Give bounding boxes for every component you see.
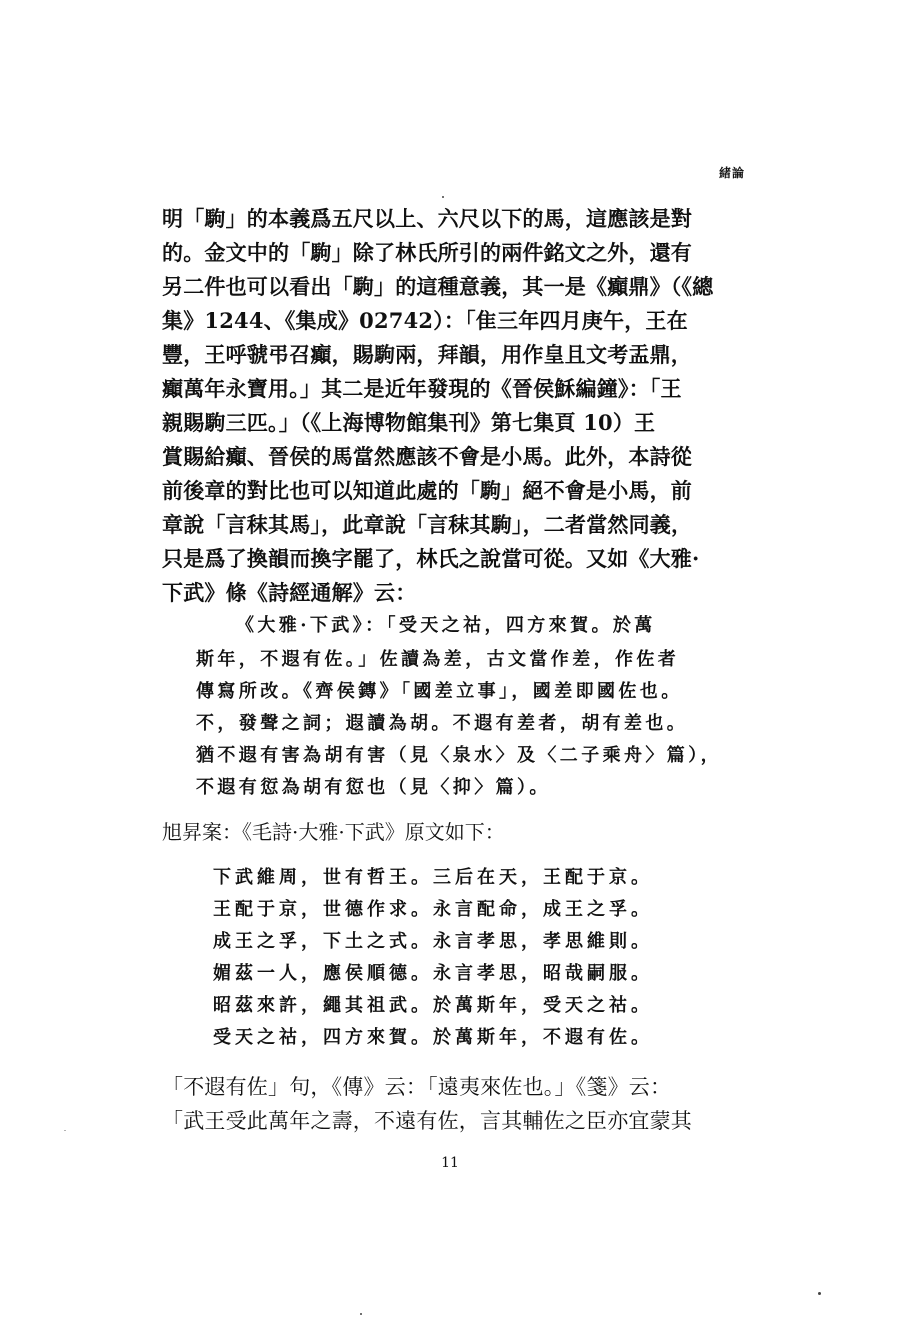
page-number: 11 [441, 1155, 459, 1171]
body-text-line: 集》1244、《集成》02742）：「隹三年四月庚午，王在 [162, 308, 688, 333]
poem-line: 下武維周，世有哲王。三后在天，王配于京。 [213, 867, 653, 888]
block-quote-line: 猶不遐有害為胡有害（見〈泉水〉及〈二子乘舟〉篇）， [196, 745, 722, 766]
body-text-line: 另二件也可以看出「駒」的這種意義，其一是《癲鼎》（《總 [162, 274, 714, 299]
body-text-line: 下武》條《詩經通解》云： [162, 580, 417, 605]
scan-speck [442, 196, 444, 198]
body-text-line: 前後章的對比也可以知道此處的「駒」絕不會是小馬，前 [162, 478, 692, 503]
block-quote-line: 不，發聲之詞；遐讀為胡。不遐有差者，胡有差也。 [196, 713, 689, 734]
poem-line: 王配于京，世德作求。永言配命，成王之孚。 [213, 899, 653, 920]
body-text-line: 「武王受此萬年之壽，不遠有佐，言其輔佐之臣亦宜蒙其 [162, 1109, 692, 1133]
body-text-line: 的。金文中的「駒」除了林氏所引的兩件銘文之外，還有 [162, 240, 692, 265]
block-quote-line: 不遐有愆為胡有愆也（見〈抑〉篇）。 [196, 777, 551, 798]
note-intro: 旭昇案：《毛詩·大雅·下武》原文如下： [162, 820, 505, 844]
scan-speck [818, 1292, 821, 1295]
block-quote-line: 斯年，不遐有佐。」佐讀為差，古文當作差，作佐者 [196, 649, 680, 670]
poem-line: 媚茲一人，應侯順德。永言孝思，昭哉嗣服。 [213, 963, 653, 984]
running-header: 緒論 [718, 166, 745, 180]
poem-line: 昭茲來許，繩其祖武。於萬斯年，受天之祜。 [213, 995, 653, 1016]
poem-line: 受天之祜，四方來賀。於萬斯年，不遐有佐。 [213, 1027, 653, 1048]
scan-speck [64, 1130, 66, 1131]
body-text-line: 賞賜給癲、晉侯的馬當然應該不會是小馬。此外，本詩從 [162, 444, 692, 469]
block-quote-line: 《大雅·下武》：「受天之祜，四方來賀。於萬 [236, 615, 656, 636]
poem-line: 成王之孚，下土之式。永言孝思，孝思維則。 [213, 931, 653, 952]
body-text-line: 只是爲了換韻而換字罷了，林氏之說當可從。又如《大雅· [162, 546, 700, 571]
body-text-line: 豐，王呼虢弔召癲，賜駒兩，拜韻，用作皇且文考盂鼎， [162, 342, 692, 367]
block-quote-line: 傳寫所改。《齊侯鏄》「國差立事」，國差即國佐也。 [196, 681, 683, 702]
body-text-line: 癲萬年永寶用。」其二是近年發現的《晉侯穌編鐘》：「王 [162, 376, 682, 401]
body-text-line: 章說「言秣其馬」，此章說「言秣其駒」，二者當然同義， [162, 512, 693, 537]
body-text-line: 「不遐有佐」句，《傳》云：「遠夷來佐也。」《箋》云： [162, 1075, 672, 1099]
body-text-line: 明「駒」的本義爲五尺以上、六尺以下的馬，這應該是對 [162, 206, 692, 231]
body-text-line: 親賜駒三匹。」（《上海博物館集刊》第七集頁 10）王 [162, 410, 656, 435]
scan-speck [360, 1313, 362, 1315]
